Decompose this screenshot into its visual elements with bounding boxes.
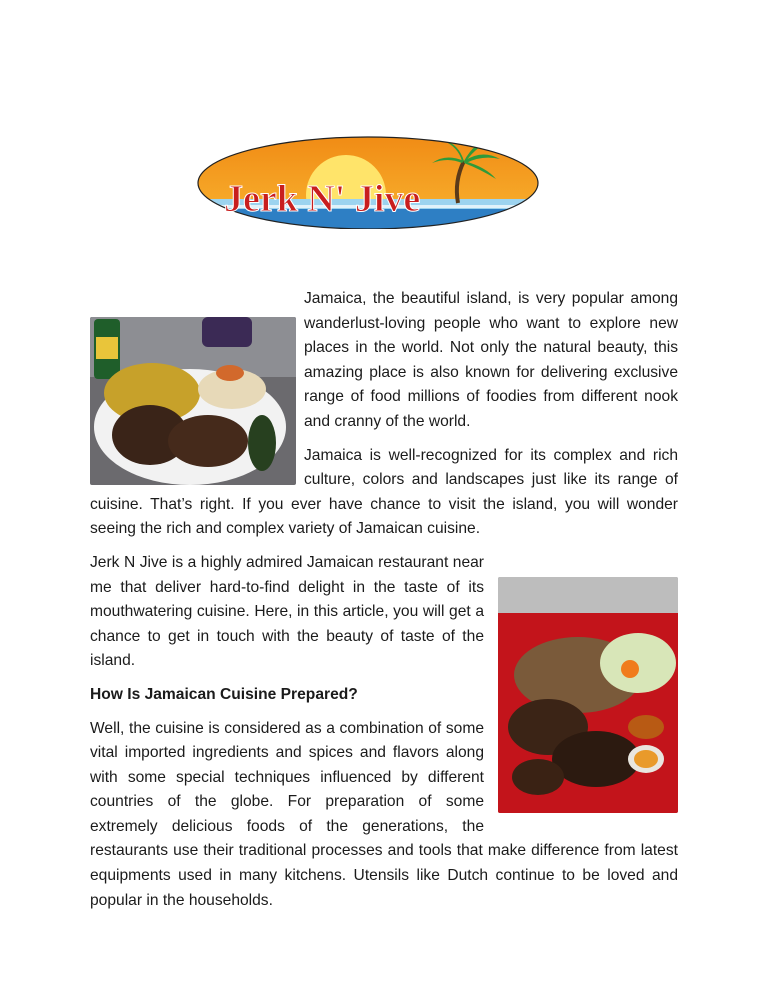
article-body <box>90 287 678 922</box>
paragraph-4: Well, the cuisine is considered as a combination of some vital imported ingredients and spices and flavors along with some special techniques influenced by different countries of the globe. For preparation of some extremely delicious foods of the generations, the restaurants use their traditional processes and tools that make difference from latest equipments used in many kitchens. Utensils like Dutch continue to be loved and popular in the households. <box>90 719 678 909</box>
logo-text: Jerk N' Jive <box>224 178 421 220</box>
paragraph-1: Jamaica, the beautiful island, is very popular among wanderlust-loving people who want to explore new places in the world. Not only the natural beauty, this amazing place is also known for delivering exclusive range of food millions of foodies from different nook and cranny of the world. <box>90 287 678 435</box>
paragraph-3: Jerk N Jive is a highly admired Jamaican restaurant near me that deliver hard-to-find delight in the taste of its mouthwatering cuisine. Here, in this article, you will get a chance to get in touch with the beauty of taste of the island. <box>90 551 678 674</box>
paragraph-2: Jamaica is well-recognized for its complex and rich culture, colors and landscapes just like its range of cuisine. That’s right. If you ever have chance to visit the island, you will wonder seeing the rich and complex variety of Jamaican cuisine. <box>90 446 678 538</box>
jerk-n-jive-logo <box>196 133 540 229</box>
section-heading: How Is Jamaican Cuisine Prepared? <box>90 685 358 703</box>
jerk-chicken-plate-photo <box>90 317 296 485</box>
jerk-chicken-rice-plate-photo <box>498 577 678 813</box>
